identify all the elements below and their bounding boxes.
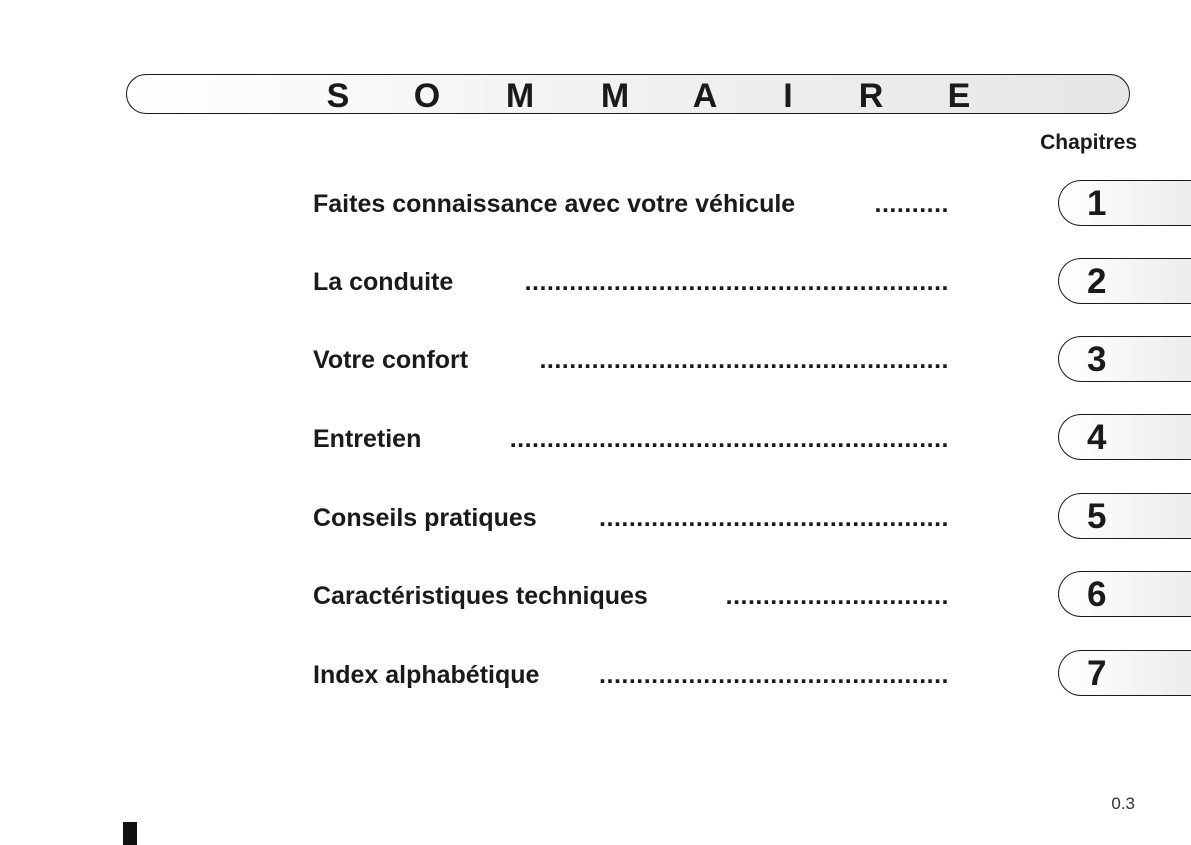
chapter-tab-7[interactable] <box>1058 650 1191 696</box>
toc-entry[interactable] <box>313 661 949 695</box>
title-letter: M <box>505 77 535 115</box>
toc-leader-dots: ............................................... <box>599 661 949 689</box>
toc-leader-dots: ........................................................... <box>509 425 949 453</box>
chapters-label: Chapitres <box>1040 131 1137 154</box>
title-letter: M <box>600 77 630 115</box>
toc-entry[interactable] <box>313 582 949 616</box>
chapter-tab-4[interactable] <box>1058 414 1191 460</box>
title-letter: E <box>947 77 971 115</box>
toc-entry[interactable] <box>313 504 949 538</box>
chapter-tab-3[interactable] <box>1058 336 1191 382</box>
toc-entry-title[interactable]: Index alphabétique <box>313 661 540 689</box>
toc-entry[interactable] <box>313 346 949 380</box>
chapter-number: 5 <box>1087 497 1107 536</box>
toc-leader-dots: .......... <box>874 190 949 218</box>
title-banner <box>126 74 1130 114</box>
chapter-number: 2 <box>1087 262 1107 301</box>
toc-entry-title[interactable]: La conduite <box>313 268 454 296</box>
title-letter: I <box>783 77 793 115</box>
title-letter: O <box>413 77 441 115</box>
toc-leader-dots: .............................. <box>725 582 949 610</box>
toc-entry[interactable] <box>313 425 949 459</box>
title-letter: S <box>326 77 350 115</box>
chapter-number: 1 <box>1087 184 1107 223</box>
chapter-tab-5[interactable] <box>1058 493 1191 539</box>
chapter-number: 4 <box>1087 418 1107 457</box>
chapter-number: 7 <box>1087 654 1107 693</box>
toc-entry-title[interactable]: Votre confort <box>313 346 469 374</box>
title-letter: A <box>692 77 718 115</box>
toc-entry-title[interactable]: Entretien <box>313 425 422 453</box>
chapter-number: 6 <box>1087 575 1107 614</box>
toc-entry-title[interactable]: Faites connaissance avec votre véhicule <box>313 190 796 218</box>
toc-entry[interactable] <box>313 268 949 302</box>
toc-entry-title[interactable]: Conseils pratiques <box>313 504 537 532</box>
page-corner-marker <box>123 822 137 845</box>
toc-leader-dots: ....................................................... <box>539 346 949 374</box>
chapter-tab-2[interactable] <box>1058 258 1191 304</box>
chapter-tab-6[interactable] <box>1058 571 1191 617</box>
toc-entry-title[interactable]: Caractéristiques techniques <box>313 582 648 610</box>
title-letter: R <box>858 77 884 115</box>
toc-leader-dots: ............................................... <box>599 504 949 532</box>
toc-leader-dots: ......................................................... <box>524 268 949 296</box>
toc-entry[interactable] <box>313 190 949 224</box>
page-number: 0.3 <box>1111 794 1135 813</box>
chapter-number: 3 <box>1087 340 1107 379</box>
chapter-tab-1[interactable] <box>1058 180 1191 226</box>
